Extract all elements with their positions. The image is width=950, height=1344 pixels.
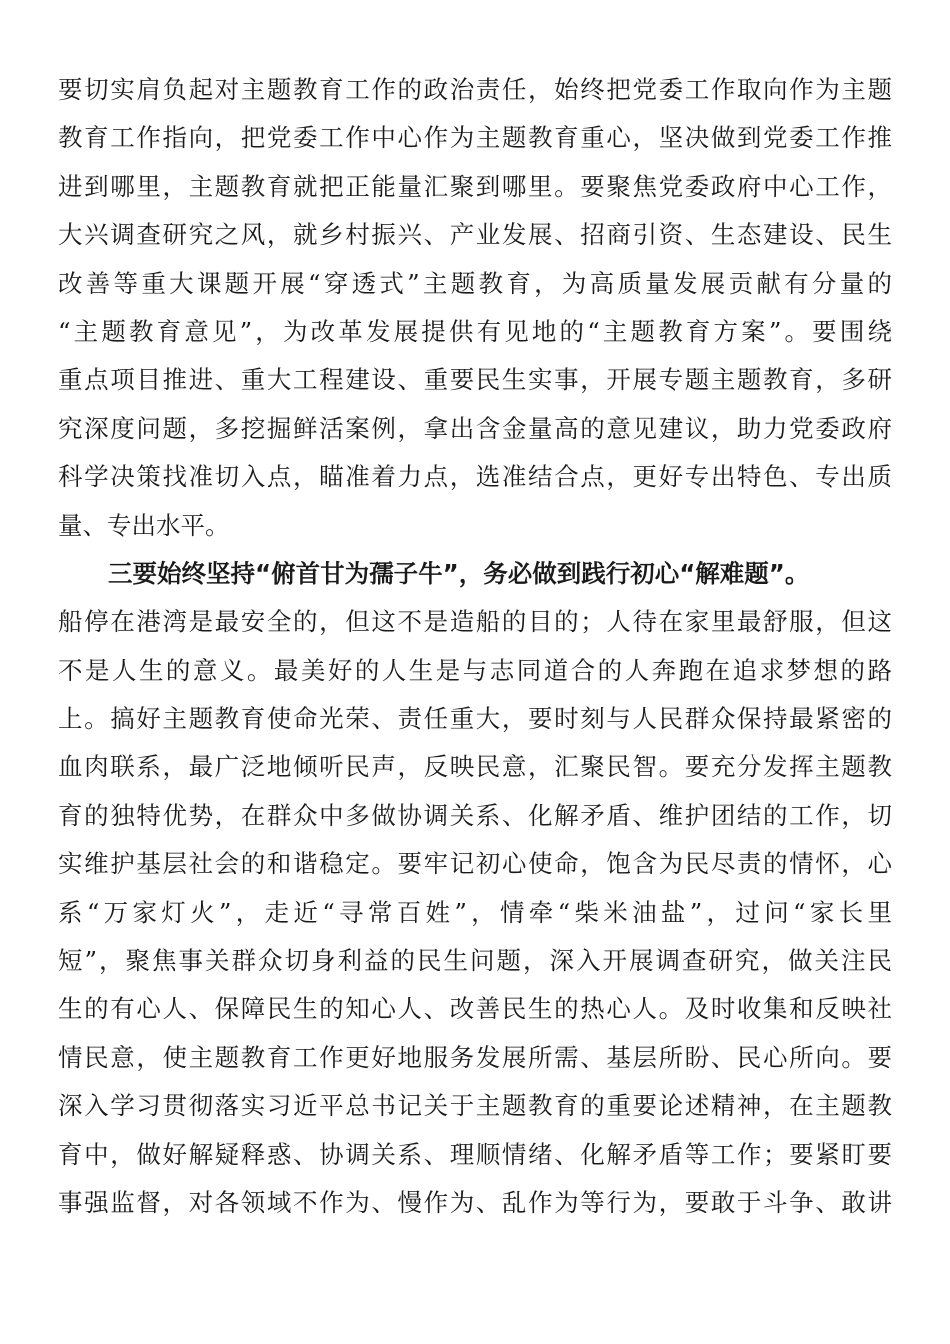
- text-line: 量、专出水平。: [58, 510, 230, 540]
- text-line: 不是人生的意义。最美好的人生是与志同道合的人奔跑在追求梦想的路: [58, 655, 892, 685]
- text-line: 船停在港湾是最安全的，但这不是造船的目的；人待在家里最舒服，但这: [58, 607, 892, 637]
- text-line: 育的独特优势，在群众中多做协调关系、化解矛盾、维护团结的工作，切: [58, 800, 892, 830]
- paragraph-1: [58, 66, 892, 550]
- text-line: 改善等重大课题开展“穿透式”主题教育，为高质量发展贡献有分量的: [58, 268, 892, 298]
- text-line: “主题教育意见”，为改革发展提供有见地的“主题教育方案”。要围绕: [58, 316, 892, 346]
- text-line: 育中，做好解疑释惑、协调关系、理顺情绪、化解矛盾等工作；要紧盯要: [58, 1139, 892, 1169]
- text-line: 生的有心人、保障民生的知心人、改善民生的热心人。及时收集和反映社: [58, 994, 892, 1024]
- text-line: 进到哪里，主题教育就把正能量汇聚到哪里。要聚焦党委政府中心工作，: [58, 171, 892, 201]
- text-line: 深入学习贯彻落实习近平总书记关于主题教育的重要论述精神，在主题教: [58, 1091, 892, 1121]
- text-line: 大兴调查研究之风，就乡村振兴、产业发展、招商引资、生态建设、民生: [58, 220, 892, 250]
- text-line: 实维护基层社会的和谐稳定。要牢记初心使命，饱含为民尽责的情怀，心: [58, 849, 892, 879]
- text-line: 究深度问题，多挖掘鲜活案例，拿出含金量高的意见建议，助力党委政府: [58, 413, 892, 443]
- text-line: 短”，聚焦事关群众切身利益的民生问题，深入开展调查研究，做关注民: [58, 946, 892, 976]
- text-line: 重点项目推进、重大工程建设、重要民生实事，开展专题主题教育，多研: [58, 365, 892, 395]
- text-line: 要切实肩负起对主题教育工作的政治责任，始终把党委工作取向作为主题: [58, 75, 892, 104]
- text-line: 教育工作指向，把党委工作中心作为主题教育重心，坚决做到党委工作推: [58, 123, 892, 153]
- text-line: 事强监督，对各领域不作为、慢作为、乱作为等行为，要敢于斗争、敢讲: [58, 1187, 892, 1217]
- text-line: 系“万家灯火”，走近“寻常百姓”，情牵“柴米油盐”，过问“家长里: [58, 897, 892, 927]
- section-heading: 三要始终坚持“俯首甘为孺子牛”，务必做到践行初心“解难题”。: [108, 558, 810, 588]
- paragraph-2: [58, 598, 892, 1227]
- text-line: 情民意，使主题教育工作更好地服务发展所需、基层所盼、民心所向。要: [58, 1042, 892, 1072]
- text-line: 上。搞好主题教育使命光荣、责任重大，要时刻与人民群众保持最紧密的: [58, 704, 892, 734]
- text-line: 血肉联系，最广泛地倾听民声，反映民意，汇聚民智。要充分发挥主题教: [58, 752, 892, 782]
- document-body: [58, 66, 892, 1227]
- text-line: 科学决策找准切入点，瞄准着力点，选准结合点，更好专出特色、专出质: [58, 462, 892, 492]
